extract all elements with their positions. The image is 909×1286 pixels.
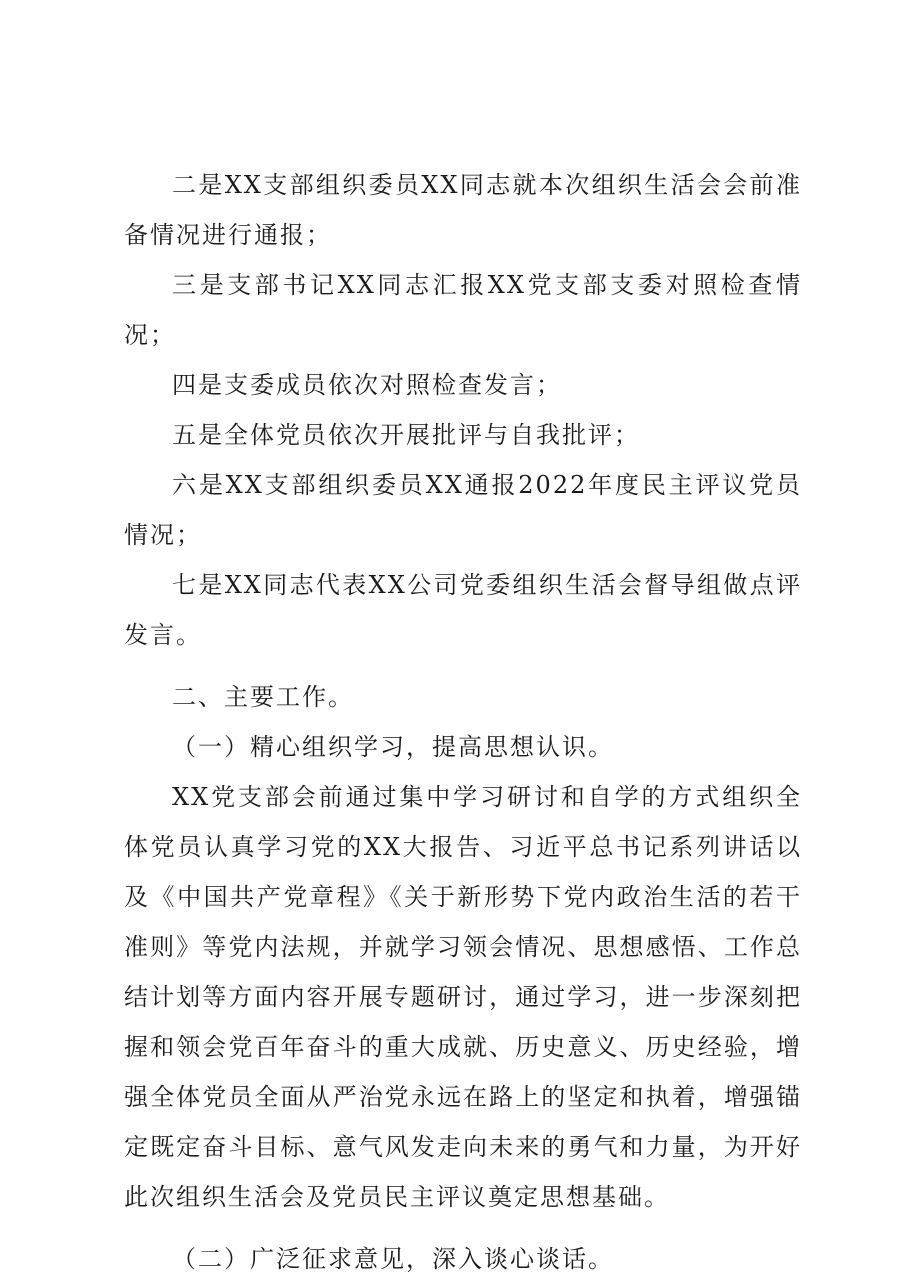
paragraph-item-5: 五是全体党员依次开展批评与自我批评； — [172, 421, 640, 449]
document-body — [124, 160, 802, 1284]
paragraph-item-7: 七是XX同志代表XX公司党委组织生活会督导组做点评发言。 — [124, 571, 802, 649]
paragraph-item-2: 二是XX支部组织委员XX同志就本次组织生活会会前准备情况进行通报； — [124, 171, 802, 249]
section-heading: 二、主要工作。 — [172, 683, 354, 711]
paragraph-item-6: 六是XX支部组织委员XX通报2022年度民主评议党员情况； — [124, 471, 802, 549]
subheading-learning: （一）精心组织学习，提高思想认识。 — [172, 733, 614, 761]
subheading-opinions: （二）广泛征求意见，深入谈心谈话。 — [172, 1245, 614, 1273]
paragraph-item-3: 三是支部书记XX同志汇报XX党支部支委对照检查情况； — [124, 271, 802, 349]
paragraph-item-4: 四是支委成员依次对照检查发言； — [172, 371, 562, 399]
body-paragraph: XX党支部会前通过集中学习研讨和自学的方式组织全体党员认真学习党的XX大报告、习近平总书记系列讲话以及《中国共产党章程》《关于新形势下党内政治生活的若干准则》等党内法规，并就学习领会情况、思想感悟、工作总结计划等方面内容开展专题研讨，通过学习，进一步深刻把握和领会党百年奋斗的重大成就、历史意义、历史经验，增强全体党员全面从严治党永远在路上的坚定和执着，增强锚定既定奋斗目标、意气风发走向未来的勇气和力量，为开好此次组织生活会及党员民主评议奠定思想基础。 — [124, 783, 802, 1211]
